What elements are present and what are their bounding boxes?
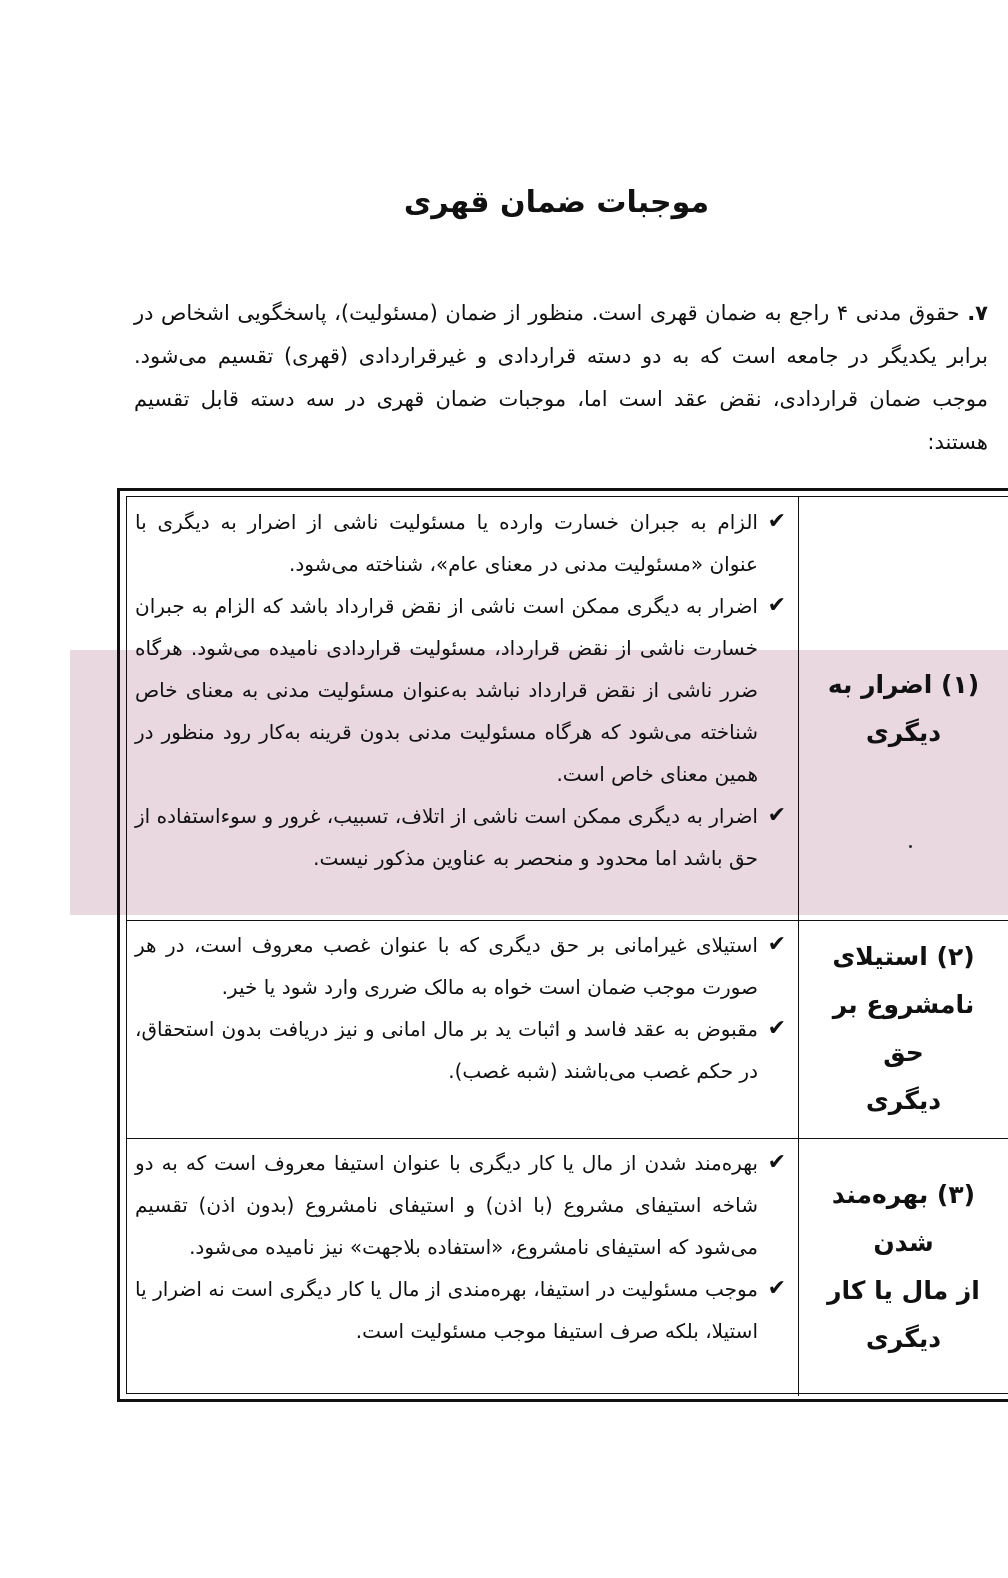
list-item: ✔ موجب مسئولیت در استیفا، بهره‌مندی از مال یا کار دیگری است نه اضرار یا استیلا، بلکه صرف استیفا موجب مسئولیت است. [135, 1268, 786, 1352]
row-category: (۱) اضرار به دیگری [798, 497, 1008, 920]
checkmark-icon: ✔ [767, 593, 786, 618]
checkmark-icon: ✔ [767, 932, 786, 957]
checkmark-icon: ✔ [767, 509, 786, 534]
list-item: ✔ اضرار به دیگری ممکن است ناشی از اتلاف، تسبیب، غرور و سوءاستفاده از حق باشد اما محدود و منحصر به عناوین مذکور نیست. [135, 795, 786, 879]
table-inner-border [126, 496, 1008, 1394]
checkmark-icon: ✔ [767, 1276, 786, 1301]
list-item: ✔ الزام به جبران خسارت وارده یا مسئولیت ناشی از اضرار به دیگری با عنوان «مسئولیت مدنی در معنای عام»، شناخته می‌شود. [135, 501, 786, 585]
row-category: (۳) بهره‌مند شدن از مال یا کار دیگری [798, 1138, 1008, 1396]
row-content [135, 1142, 786, 1352]
table-row [127, 920, 1008, 1139]
list-item: ✔ بهره‌مند شدن از مال یا کار دیگری با عنوان استیفا معروف است که به دو شاخه استیفای مشروع (با اذن) و استیفای نامشروع (بدون اذن) تقسیم می‌شود که استیفای نامشروع، «استفاده بلاجهت» نیز نامیده می‌شود. [135, 1142, 786, 1268]
row-content [135, 924, 786, 1092]
row-category: (۲) استیلای نامشروع بر حق دیگری [798, 920, 1008, 1138]
intro-number: ۷. [967, 301, 988, 325]
liability-table [117, 488, 1008, 1402]
checkmark-icon: ✔ [767, 1150, 786, 1175]
list-item: ✔ اضرار به دیگری ممکن است ناشی از نقض قرارداد باشد که الزام به جبران خسارت ناشی از نقض قرارداد، مسئولیت قراردادی نامیده می‌شود. هرگاه ضرر ناشی از نقض قرارداد نباشد به‌عنوان مسئولیت مدنی به معنای خاص شناخته می‌شود که هرگاه مسئولیت مدنی بدون قرینه به‌کار رود منظور در همین معنای خاص است. [135, 585, 786, 795]
list-item: ✔ مقبوض به عقد فاسد و اثبات ید بر مال امانی و نیز دریافت بدون استحقاق، در حکم غصب می‌باشند (شبه غصب). [135, 1008, 786, 1092]
checkmark-icon: ✔ [767, 803, 786, 828]
page-title-text: موجبات ضمان قهری [403, 185, 710, 220]
table-row [127, 497, 1008, 921]
page-title [0, 185, 1008, 220]
intro-paragraph [134, 292, 988, 464]
row-content [135, 501, 786, 879]
checkmark-icon: ✔ [767, 1016, 786, 1041]
list-item: ✔ استیلای غیرامانی بر حق دیگری که با عنوان غصب معروف است، در هر صورت موجب ضمان است خواه به مالک ضرری وارد شود یا خیر. [135, 924, 786, 1008]
table-row [127, 1138, 1008, 1396]
intro-text: حقوق مدنی ۴ راجع به ضمان قهری است. منظور از ضمان (مسئولیت)، پاسخگویی اشخاص در برابر یکدیگر در جامعه است که به دو دسته قراردادی و غیرقراردادی (قهری) تقسیم می‌شود. موجب ضمان قراردادی، نقض عقد است اما، موجبات ضمان قهری در سه دسته قابل تقسیم هستند: [134, 301, 988, 454]
